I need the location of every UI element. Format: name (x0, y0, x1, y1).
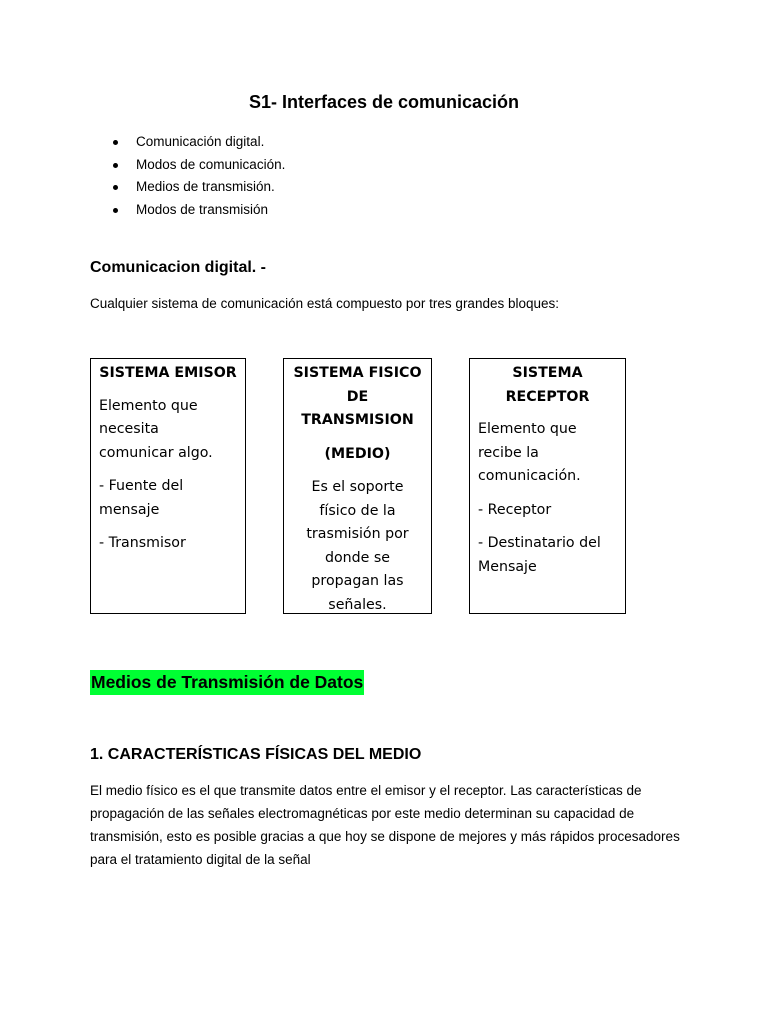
block-heading: SISTEMA EMISOR (99, 365, 237, 381)
bullet-icon (113, 208, 118, 213)
block-line: Es el soporte físico de la trasmisión por donde se propagan las señales. (306, 479, 409, 613)
list-item (112, 154, 285, 177)
block-line: Elemento que recibe la comunicación. (478, 421, 581, 484)
list-item (112, 199, 285, 222)
block-subheading: (MEDIO) (324, 445, 391, 462)
topic-label: Medios de transmisión. (136, 179, 275, 195)
section-heading-caracteristicas: 1. CARACTERÍSTICAS FÍSICAS DEL MEDIO (90, 746, 422, 763)
block-sistema-fisico (283, 358, 432, 614)
highlighted-heading: Medios de Transmisión de Datos (90, 670, 364, 695)
block-line: Elemento que necesita comunicar algo. (99, 397, 213, 461)
block-heading: SISTEMA RECEPTOR (505, 365, 590, 405)
topic-label: Comunicación digital. (136, 134, 265, 149)
intro-paragraph: Cualquier sistema de comunicación está compuesto por tres grandes bloques: (90, 296, 560, 311)
topics-list (112, 131, 285, 222)
bullet-icon (113, 140, 118, 145)
block-heading: SISTEMA FISICO DE TRANSMISION (293, 365, 422, 428)
block-sistema-emisor (90, 358, 246, 614)
topic-label: Modos de comunicación. (136, 156, 286, 172)
list-item (112, 131, 285, 154)
section-heading-comunicacion: Comunicacion digital. - (90, 259, 267, 276)
block-line: - Transmisor (99, 535, 186, 551)
bullet-icon (113, 163, 118, 168)
block-sistema-receptor (469, 358, 626, 614)
block-line: - Receptor (478, 501, 552, 518)
list-item (112, 176, 285, 199)
body-paragraph: El medio físico es el que transmite datos entre el emisor y el receptor. Las características de propagación de las señales electromagnéticas por este medio determinan su capacidad de transmisión, esto es posible gracias a que hoy se dispone de mejores y más rápidos procesadores para el tratamiento digital de la señal (90, 783, 680, 867)
bullet-icon (113, 185, 118, 190)
block-line: - Destinatario del Mensaje (478, 535, 601, 575)
block-line: - Fuente del mensaje (99, 478, 184, 518)
topic-label: Modos de transmisión (136, 202, 269, 218)
page-title: S1- Interfaces de comunicación (248, 92, 520, 112)
